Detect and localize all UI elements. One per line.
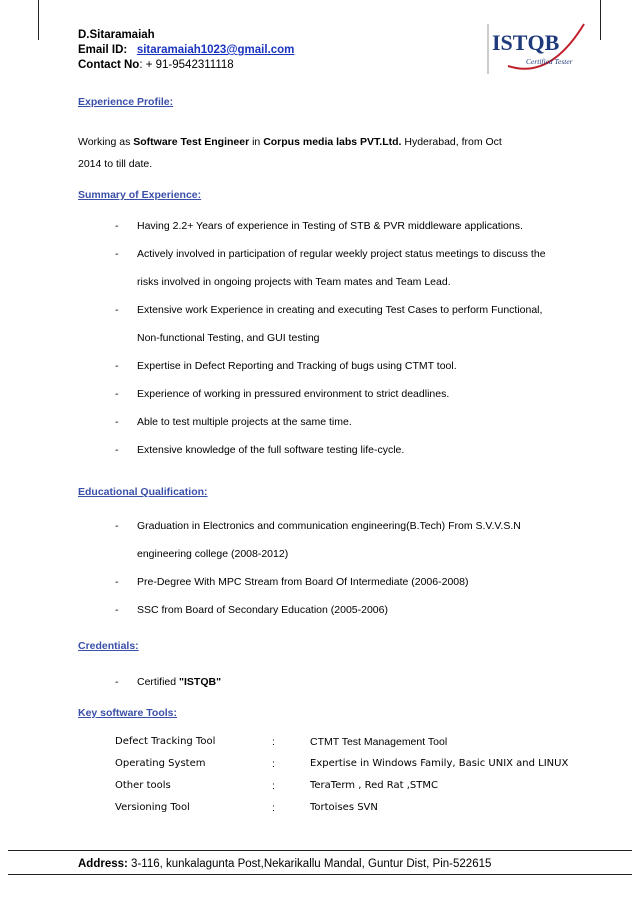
tool-value: CTMT Test Management Tool [310,736,448,748]
tool-value: Expertise in Windows Family, Basic UNIX and LINUX [310,758,569,769]
exp-text-3: Hyderabad, from Oct [401,136,502,148]
address-footer [78,858,491,870]
exp-text-4: 2014 to till date. [78,158,153,170]
separator: : [272,802,275,814]
istqb-logo [480,20,590,78]
list-item: - Able to test multiple projects at the same time. [115,416,352,428]
credential-prefix: Certified [137,676,180,688]
table-row [115,758,610,780]
item-text: Expertise in Defect Reporting and Tracking of bugs using CTMT tool. [137,360,457,372]
exp-role: Software Test Engineer [133,136,250,148]
list-item: - Having 2.2+ Years of experience in Testing of STB & PVR middleware applications. [115,220,523,232]
item-text: Able to test multiple projects at the same time. [137,416,352,428]
tool-label: Other tools [115,780,171,791]
credential-value: "ISTQB" [179,676,222,688]
list-item: - Graduation in Electronics and communication engineering(B.Tech) From S.V.V.S.N [115,520,521,532]
address-label: Address: [78,858,128,870]
right-border-line [600,0,601,40]
tools-table [115,736,610,824]
email-label: Email ID: [78,44,128,56]
footer-bottom-rule [8,874,632,875]
email-row [78,43,294,58]
education-heading: Educational Qualification: [78,486,208,498]
item-text: Extensive knowledge of the full software testing life-cycle. [137,444,405,456]
list-item: - Expertise in Defect Reporting and Tracking of bugs using CTMT tool. [115,360,457,372]
summary-heading: Summary of Experience: [78,189,202,201]
education-list [115,512,575,624]
contact-value: : + 91-9542311118 [139,59,234,71]
exp-text-2: in [249,136,264,148]
tool-label: Defect Tracking Tool [115,736,216,747]
list-item [115,540,575,568]
table-row [115,802,610,824]
list-item: - Certified "ISTQB" [115,676,222,688]
exp-text-1: Working as [78,136,134,148]
table-row [115,780,610,802]
item-text: Non-functional Testing, and GUI testing [137,332,320,344]
list-item: - Actively involved in participation of regular weekly project status meetings to discuss the [115,248,546,260]
list-item [115,324,575,352]
list-item [115,268,575,296]
credentials-heading: Credentials: [78,640,139,652]
list-item: - SSC from Board of Secondary Education (2005-2006) [115,604,388,616]
summary-list [115,212,575,464]
separator: : [272,736,275,748]
item-text: engineering college (2008-2012) [137,548,289,560]
item-text: Actively involved in participation of regular weekly project status meetings to discuss the [137,248,546,260]
exp-company: Corpus media labs PVT.Ltd. [263,136,402,148]
experience-profile-text [78,131,558,175]
item-text: Graduation in Electronics and communication engineering(B.Tech) From S.V.V.S.N [137,520,521,532]
list-item: - Extensive work Experience in creating and executing Test Cases to perform Functional, [115,304,543,316]
list-item: - Extensive knowledge of the full software testing life-cycle. [115,444,405,456]
item-text: Extensive work Experience in creating and executing Test Cases to perform Functional, [137,304,543,316]
tool-value: TeraTerm , Red Rat ,STMC [310,780,438,791]
tool-value: Tortoises SVN [310,802,378,813]
list-item: - Experience of working in pressured environment to strict deadlines. [115,388,450,400]
item-text: SSC from Board of Secondary Education (2005-2006) [137,604,388,616]
contact-row [78,58,294,73]
left-border-line [38,0,39,40]
contact-label: Contact No [78,59,140,71]
list-item: - Pre-Degree With MPC Stream from Board Of Intermediate (2006-2008) [115,576,469,588]
experience-profile-heading: Experience Profile: [78,96,174,108]
item-text: risks involved in ongoing projects with Team mates and Team Lead. [137,276,451,288]
address-value: 3-116, kunkalagunta Post,Nekarikallu Mandal, Guntur Dist, Pin-522615 [127,858,492,870]
istqb-logo-icon [480,20,590,78]
candidate-name: D.Sitaramaiah [78,29,155,41]
item-text: Experience of working in pressured environment to strict deadlines. [137,388,450,400]
logo-text: ISTQB [492,30,560,55]
separator: : [272,780,275,792]
logo-subtext: Certified Tester [526,57,573,66]
footer-top-rule [8,850,632,851]
item-text: Having 2.2+ Years of experience in Testing of STB & PVR middleware applications. [137,220,523,232]
tool-label: Versioning Tool [115,802,190,813]
separator: : [272,758,275,770]
contact-header [78,28,294,73]
tools-heading: Key software Tools: [78,707,177,719]
tool-label: Operating System [115,758,206,769]
credentials-list [115,668,575,696]
item-text: Pre-Degree With MPC Stream from Board Of Intermediate (2006-2008) [137,576,469,588]
table-row [115,736,610,758]
email-link[interactable]: sitaramaiah1023@gmail.com [136,44,295,56]
